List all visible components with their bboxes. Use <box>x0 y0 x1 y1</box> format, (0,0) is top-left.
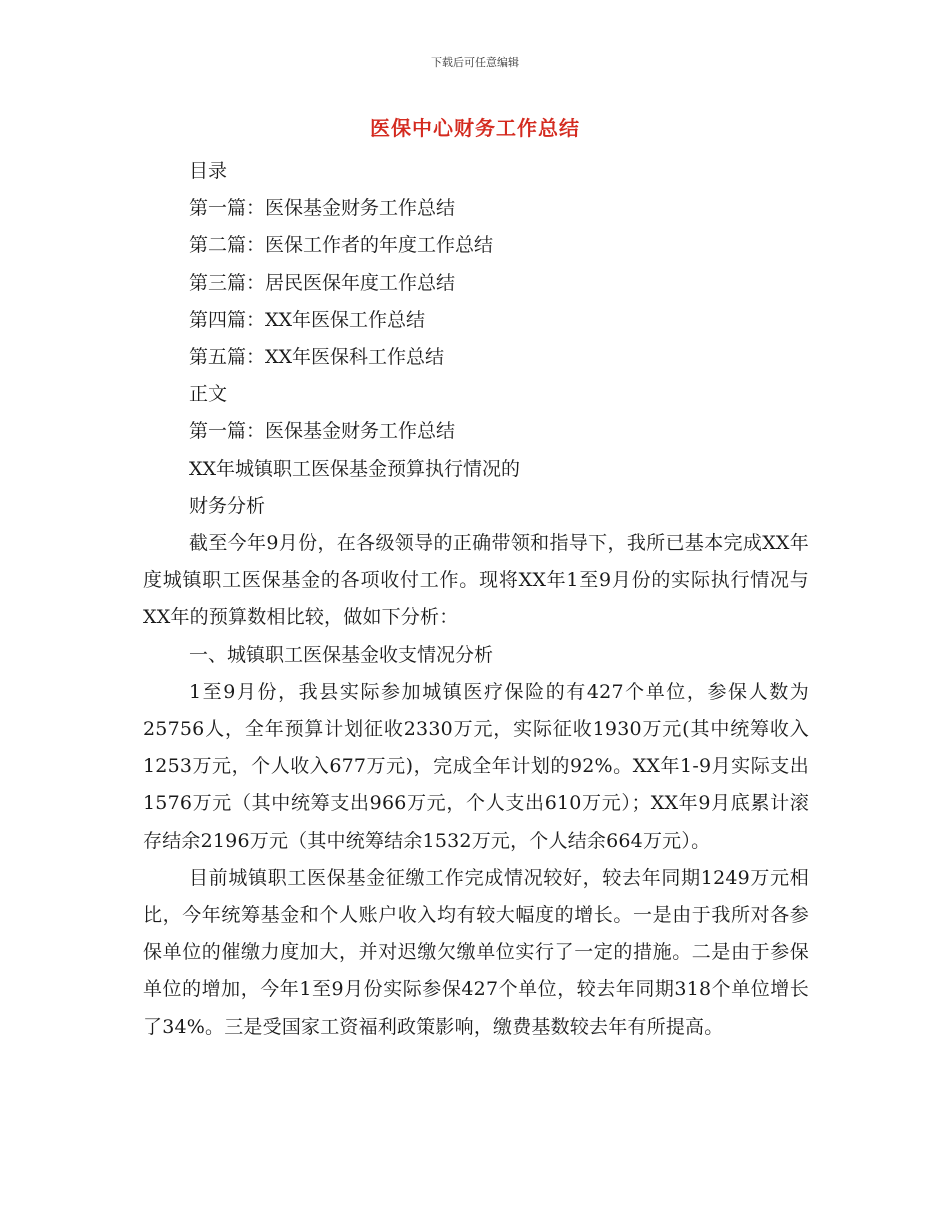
paragraph: 1至9月份，我县实际参加城镇医疗保险的有427个单位，参保人数为25756人，全年预算计划征收2330万元，实际征收1930万元(其中统筹收入1253万元，个人收入677万元)，完成全年计划的92%。XX年1-9月实际支出1576万元（其中统筹支出966万元，个人支出610万元）；XX年9月底累计滚存结余2196万元（其中统筹结余1532万元，个人结余664万元）。 <box>143 680 809 852</box>
toc-item: 第五篇：XX年医保科工作总结 <box>189 346 445 369</box>
toc-heading: 目录 <box>189 160 228 182</box>
section-heading: 一、城镇职工医保基金收支情况分析 <box>189 643 494 666</box>
header-note: 下载后可任意编辑 <box>431 56 519 69</box>
subtitle-line: 财务分析 <box>189 494 266 517</box>
paragraph: 目前城镇职工医保基金征缴工作完成情况较好，较去年同期1249万元相比，今年统筹基金和个人账户收入均有较大幅度的增长。一是由于我所对各参保单位的催缴力度加大，并对迟缴欠缴单位实行了一定的措施。二是由于参保单位的增加，今年1至9月份实际参保427个单位，较去年同期318个单位增长了34%。三是受国家工资福利政策影响，缴费基数较去年有所提高。 <box>143 866 809 1038</box>
document-title: 医保中心财务工作总结 <box>370 116 580 140</box>
document-body <box>143 153 809 1046</box>
toc-item: 第二篇：医保工作者的年度工作总结 <box>189 234 494 257</box>
paragraph: 截至今年9月份，在各级领导的正确带领和指导下，我所已基本完成XX年度城镇职工医保基金的各项收付工作。现将XX年1至9月份的实际执行情况与XX年的预算数相比较，做如下分析： <box>143 532 809 629</box>
subtitle-line: XX年城镇职工医保基金预算执行情况的 <box>189 457 521 480</box>
toc-item: 第一篇：医保基金财务工作总结 <box>189 197 456 220</box>
article-title: 第一篇：医保基金财务工作总结 <box>189 420 456 443</box>
toc-item: 第三篇：居民医保年度工作总结 <box>189 271 456 294</box>
toc-item: 第四篇：XX年医保工作总结 <box>189 308 426 331</box>
body-heading: 正文 <box>189 383 228 406</box>
